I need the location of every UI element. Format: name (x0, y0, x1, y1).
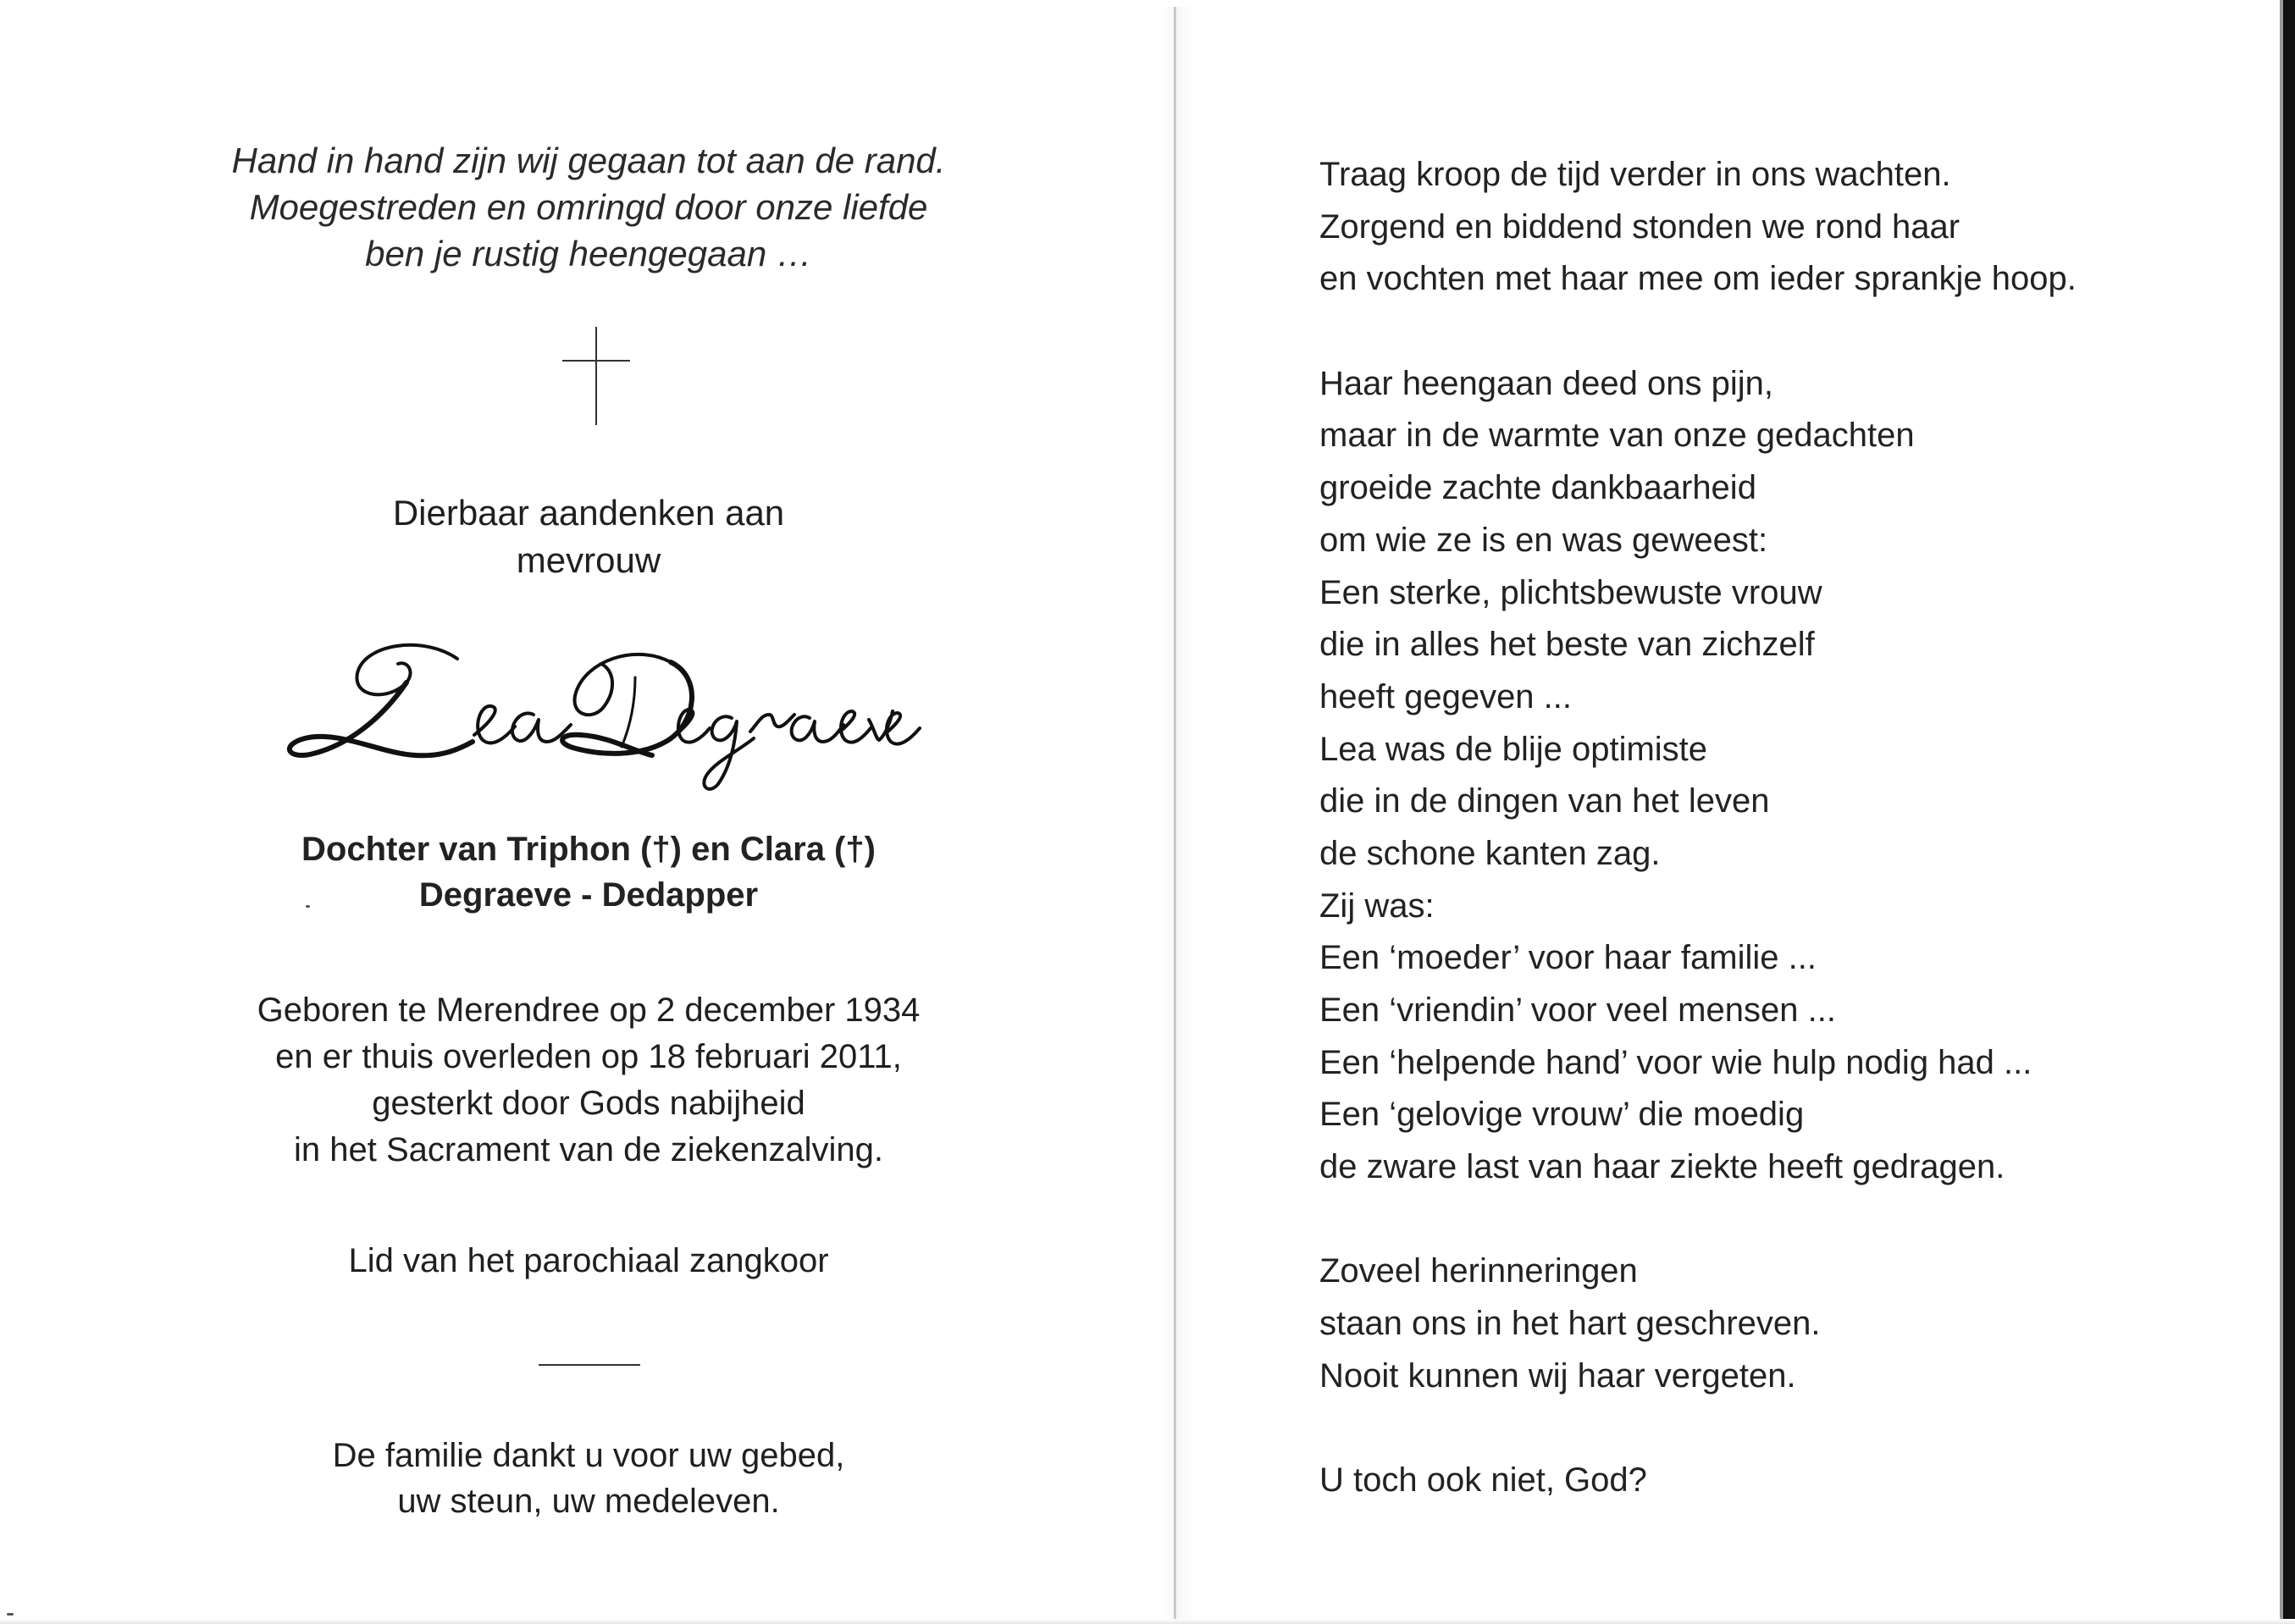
poem-stanza-2 (1319, 358, 2209, 1194)
poem-line: de zware last van haar ziekte heeft gedragen. (1319, 1148, 2005, 1186)
stanza-gap (1319, 1403, 2209, 1456)
poem-line: Traag kroop de tijd verder in ons wachten. (1319, 156, 1951, 193)
poem-line: groeide zachte dankbaarheid (1319, 469, 1756, 507)
poem-stanza-3 (1319, 1246, 2209, 1402)
poem-closing-line: U toch ook niet, God? (1319, 1461, 1647, 1500)
poem-line: Zorgend en biddend stonden we rond haar (1319, 207, 1960, 246)
poem-line: die in de dingen van het leven (1319, 782, 1770, 820)
opening-quote (152, 137, 1025, 277)
parents-line: Dochter van Triphon (†) en Clara (†) (301, 831, 876, 868)
birth-line: gesterkt door Gods nabijheid (372, 1085, 805, 1122)
thanks-line: uw steun, uw medeleven. (397, 1483, 780, 1520)
poem-line: Een ‘moeder’ voor haar familie ... (1319, 939, 1817, 977)
center-fold (1174, 7, 1176, 1620)
poem-line: maar in de warmte van onze gedachten (1319, 417, 1915, 455)
poem-line: de schone kanten zag. (1319, 834, 1661, 872)
quote-line: ben je rustig heengegaan … (365, 234, 812, 273)
poem-line: Nooit kunnen wij haar vergeten. (1319, 1356, 1796, 1395)
poem-line: Lea was de blije optimiste (1319, 730, 1708, 768)
cross-icon (562, 327, 630, 425)
birth-line: Geboren te Merendree op 2 december 1934 (257, 992, 921, 1029)
poem-line: die in alles het beste van zichzelf (1319, 626, 1815, 664)
left-panel (152, 0, 1025, 1624)
divider-rule (539, 1364, 640, 1366)
stanza-gap (1319, 306, 2209, 358)
poem-line: Een ‘vriendin’ voor veel mensen ... (1319, 992, 1836, 1029)
poem-line: om wie ze is en was geweest: (1319, 521, 1768, 559)
family-thanks (152, 1433, 1025, 1524)
poem-line: Haar heengaan deed ons pijn, (1319, 364, 1773, 402)
remembrance-intro (152, 489, 1025, 584)
thanks-line: De familie dankt u voor uw gebed, (332, 1437, 845, 1474)
poem-line: Zij was: (1319, 887, 1435, 925)
fold-shadow (1160, 7, 1194, 1620)
intro-line: mevrouw (516, 540, 661, 580)
quote-line: Hand in hand zijn wij gegaan tot aan de rand. (231, 141, 946, 180)
birth-line: en er thuis overleden op 18 februari 2011, (275, 1038, 902, 1075)
parents-info (152, 826, 1025, 918)
poem-line: en vochten met haar mee om ieder sprankje hoop. (1319, 260, 2077, 298)
scan-edge-black (2283, 0, 2295, 1624)
poem-line: Een ‘helpende hand’ voor wie hulp nodig had ... (1319, 1043, 2032, 1081)
intro-line: Dierbaar aandenken aan (392, 493, 785, 533)
quote-line: Moegestreden en omringd door onze liefde (249, 187, 928, 227)
name-signature-svg (279, 627, 923, 796)
poem-line: heeft gegeven ... (1319, 677, 1573, 715)
stanza-gap (1319, 1194, 2209, 1246)
birth-death-info (152, 987, 1025, 1174)
poem-line: staan ons in het hart geschreven. (1319, 1305, 1821, 1343)
poem-stanza-1 (1319, 149, 2209, 306)
birth-line: in het Sacrament van de ziekenzalving. (294, 1131, 883, 1168)
parents-line: Degraeve - Dedapper (418, 876, 759, 914)
poem-line: Een sterke, plichtsbewuste vrouw (1319, 573, 1822, 611)
poem-line: Zoveel herinneringen (1319, 1252, 1638, 1290)
poem-panel (1319, 149, 2209, 1507)
scan-speck (7, 1613, 14, 1616)
poem-line: Een ‘gelovige vrouw’ die moedig (1319, 1096, 1805, 1134)
deceased-name-calligraphy (279, 627, 923, 796)
choir-membership: Lid van het parochiaal zangkoor (348, 1242, 829, 1279)
